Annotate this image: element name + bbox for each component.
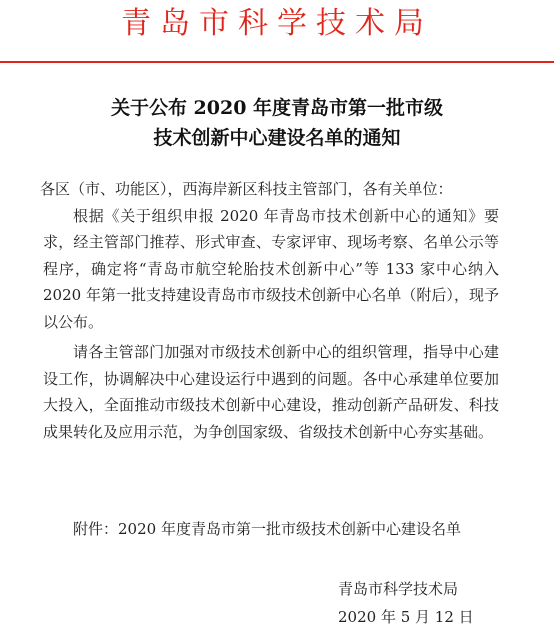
masthead-org-name: 青岛市科学技术局 xyxy=(121,6,433,41)
masthead-divider xyxy=(0,61,554,63)
document-title-line-1: 关于公布 2020 年度青岛市第一批市级 xyxy=(110,97,444,119)
document-title xyxy=(0,93,554,153)
body-paragraph-1: 根据《关于组织申报 2020 年青岛市技术创新中心的通知》要求，经主管部门推荐、形式审查、专家评审、现场考察、名单公示等程序，确定将“青岛市航空轮胎技术创新中心”等 133 家中心纳入 2020 年第一批支持建设青岛市市级技术创新中心名单（附后），现予以公布。 xyxy=(43,206,499,331)
issue-date: 2020 年 5 月 12 日 xyxy=(338,608,474,626)
attachment-line: 附件：2020 年度青岛市第一批市级技术创新中心建设名单 xyxy=(73,520,461,538)
body-paragraph-2: 请各主管部门加强对市级技术创新中心的组织管理，指导中心建设工作，协调解决中心建设运行中遇到的问题。各中心承建单位要加大投入，全面推动市级技术创新中心建设，推动创新产品研发、科技成果转化及应用示范，为争创国家级、省级技术创新中心夯实基础。 xyxy=(43,343,499,441)
document-body xyxy=(40,176,499,445)
salutation: 各区（市、功能区），西海岸新区科技主管部门，各有关单位： xyxy=(40,180,453,198)
issuer-signature: 青岛市科学技术局 xyxy=(338,580,459,598)
document-title-line-2: 技术创新中心建设名单的通知 xyxy=(153,127,401,149)
